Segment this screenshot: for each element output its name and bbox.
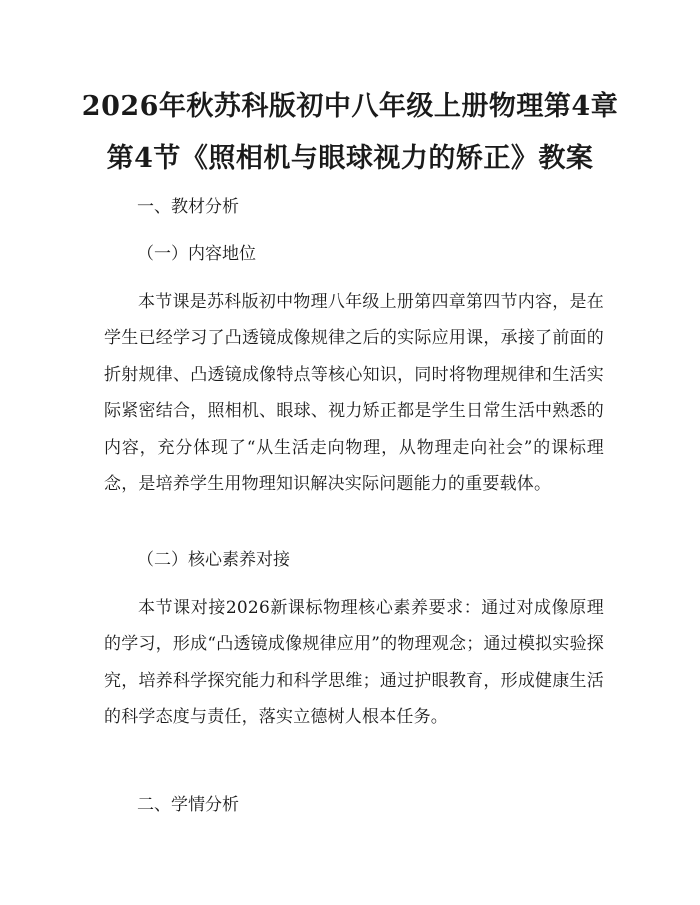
paragraph-core-literacy (104, 590, 604, 736)
paragraph-text: 本节课对接2026新课标物理核心素养要求：通过对成像原理的学习，形成“凸透镜成像规律应用”的物理观念；通过模拟实验探究，培养科学探究能力和科学思维；通过护眼教育，形成健康生活的科学态度与责任，落实立德树人根本任务。 (104, 598, 604, 728)
paragraph-text: 本节课是苏科版初中物理八年级上册第四章第四节内容，是在学生已经学习了凸透镜成像规律之后的实际应用课，承接了前面的折射规律、凸透镜成像特点等核心知识，同时将物理规律和生活实际紧密结合，照相机、眼球、视力矫正都是学生日常生活中熟悉的内容，充分体现了“从生活走向物理，从物理走向社会”的课标理念，是培养学生用物理知识解决实际问题能力的重要载体。 (104, 292, 604, 495)
document-title-line2: 第4节《照相机与眼球视力的矫正》教案 (106, 143, 594, 174)
subsection-heading-core-literacy: （二）核心素养对接 (137, 550, 290, 570)
subsection-heading-content-position: （一）内容地位 (137, 244, 256, 264)
paragraph-content-position (104, 284, 604, 502)
section-heading-textbook-analysis: 一、教材分析 (137, 197, 239, 217)
section-heading-student-analysis: 二、学情分析 (137, 795, 239, 815)
document-title-line1: 2026年秋苏科版初中八年级上册物理第4章 (81, 91, 619, 122)
